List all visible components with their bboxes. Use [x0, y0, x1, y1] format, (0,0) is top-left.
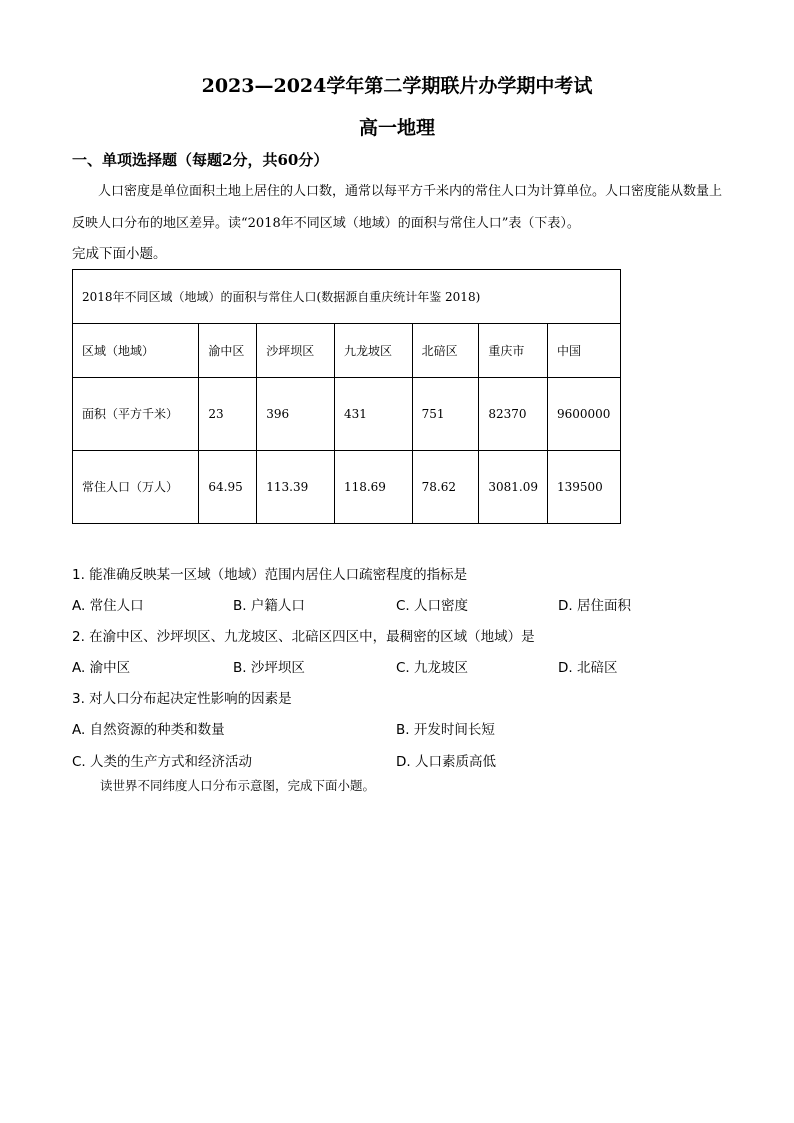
table-cell: 3081.09 — [479, 451, 548, 524]
question-2-option-c[interactable]: C. 九龙坡区 — [396, 660, 469, 676]
intro-paragraph: 人口密度是单位面积土地上居住的人口数，通常以每平方千米内的常住人口为计算单位。人口密度能从数量上反映人口分布的地区差异。读“2018年不同区域（地域）的面积与常住人口”表（下表）。 — [72, 184, 723, 231]
table-header-cell: 重庆市 — [479, 324, 548, 378]
question-3-option-d[interactable]: D. 人口素质高低 — [396, 754, 496, 770]
table-cell: 78.62 — [412, 451, 479, 524]
section-heading: 一、单项选择题（每题2分，共60分） — [72, 151, 329, 169]
population-table — [72, 269, 621, 524]
question-2-stem: 2. 在渝中区、沙坪坝区、九龙坡区、北碚区四区中，最稠密的区域（地域）是 — [72, 629, 535, 645]
question-2-option-d[interactable]: D. 北碚区 — [558, 660, 618, 676]
table-header-cell: 北碚区 — [412, 324, 479, 378]
table-caption-row — [73, 270, 621, 324]
question-1-option-b[interactable]: B. 户籍人口 — [233, 598, 305, 614]
question-3-option-b[interactable]: B. 开发时间长短 — [396, 722, 495, 738]
table-cell: 82370 — [479, 378, 548, 451]
exam-title: 2023—2024学年第二学期联片办学期中考试 — [201, 75, 593, 97]
table-row — [73, 451, 621, 524]
question-3-option-c[interactable]: C. 人类的生产方式和经济活动 — [72, 754, 253, 770]
table-cell: 396 — [257, 378, 335, 451]
question-1-option-c[interactable]: C. 人口密度 — [396, 598, 469, 614]
table-header-cell: 中国 — [547, 324, 620, 378]
table-cell: 139500 — [547, 451, 620, 524]
question-1-stem: 1. 能准确反映某一区域（地域）范围内居住人口疏密程度的指标是 — [72, 567, 468, 583]
table-header-cell: 渝中区 — [199, 324, 257, 378]
question-2-option-b[interactable]: B. 沙坪坝区 — [233, 660, 305, 676]
table-header-cell: 区域（地域） — [73, 324, 199, 378]
table-header-cell: 沙坪坝区 — [257, 324, 335, 378]
intro-instruction: 完成下面小题。 — [72, 246, 167, 262]
table-cell: 118.69 — [334, 451, 412, 524]
table-cell: 9600000 — [547, 378, 620, 451]
table-cell: 113.39 — [257, 451, 335, 524]
table-cell: 64.95 — [199, 451, 257, 524]
reading-instruction: 读世界不同纬度人口分布示意图，完成下面小题。 — [100, 778, 376, 793]
table-row-label: 面积（平方千米） — [73, 378, 199, 451]
question-1-option-a[interactable]: A. 常住人口 — [72, 598, 144, 614]
table-row-label: 常住人口（万人） — [73, 451, 199, 524]
table-row — [73, 378, 621, 451]
question-3-stem: 3. 对人口分布起决定性影响的因素是 — [72, 691, 292, 707]
table-header-cell: 九龙坡区 — [334, 324, 412, 378]
question-2-option-a[interactable]: A. 渝中区 — [72, 660, 131, 676]
table-caption: 2018年不同区域（地域）的面积与常住人口(数据源自重庆统计年鉴 2018) — [73, 270, 621, 324]
exam-subject: 高一地理 — [358, 117, 435, 139]
table-cell: 23 — [199, 378, 257, 451]
table-cell: 431 — [334, 378, 412, 451]
table-cell: 751 — [412, 378, 479, 451]
question-1-option-d[interactable]: D. 居住面积 — [558, 598, 631, 614]
question-3-option-a[interactable]: A. 自然资源的种类和数量 — [72, 722, 225, 738]
table-header-row — [73, 324, 621, 378]
